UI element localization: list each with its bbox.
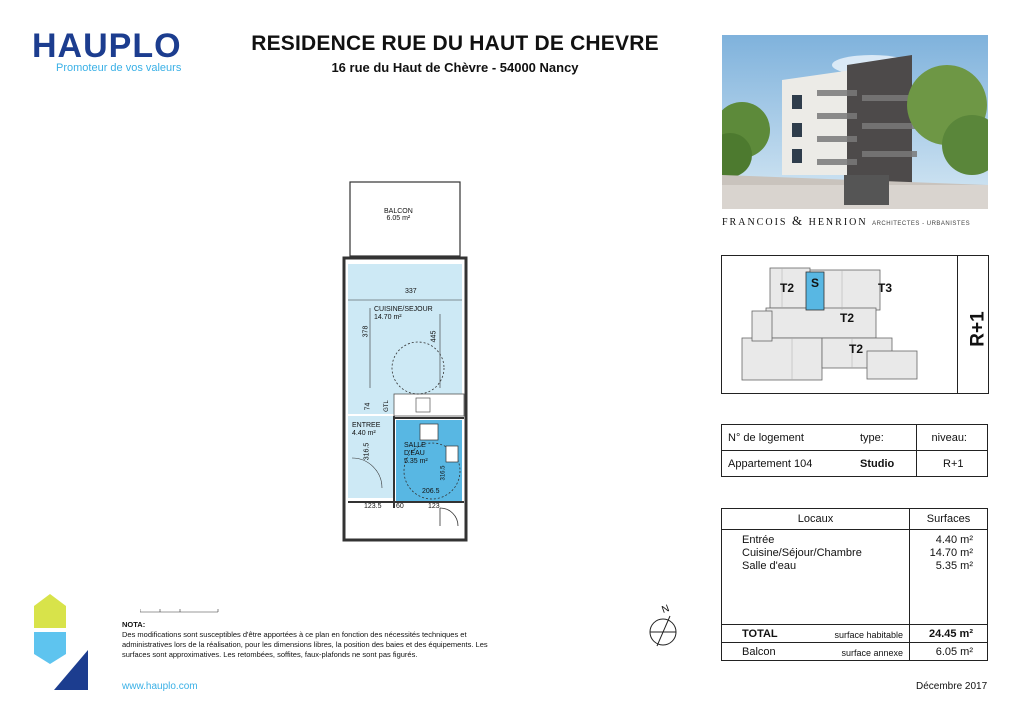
- key-plan: [721, 255, 989, 394]
- logement-table: [721, 424, 988, 477]
- nota-block: [122, 620, 502, 660]
- total-label: TOTAL: [742, 627, 778, 640]
- brand-logo: HAUPLO: [32, 27, 182, 65]
- dim-445: 445: [430, 330, 438, 343]
- surfaces-values: [910, 530, 988, 625]
- total-value: 24.45 m²: [910, 625, 988, 643]
- logement-niveau: R+1: [917, 451, 988, 477]
- balcon-label: Balcon: [742, 645, 776, 658]
- dim-74: 74: [364, 402, 372, 411]
- living-name: CUISINE/SEJOUR: [374, 306, 433, 313]
- architects-credit: [722, 213, 988, 229]
- living-label: [374, 306, 433, 322]
- keyplan-level-box: [957, 256, 988, 393]
- dim-3165: 316.5: [363, 442, 371, 461]
- surfaces-names: [722, 530, 910, 625]
- brand-shapes: [30, 592, 92, 692]
- keyplan-label-t2a: T2: [780, 281, 795, 295]
- surfaces-table: [721, 508, 988, 661]
- floor-plan: [330, 178, 480, 548]
- dim-60: 60: [396, 503, 404, 510]
- dim-3165b: 316.5: [440, 465, 447, 481]
- balcony-area: 6.05 m²: [386, 215, 411, 222]
- bath-area: 5.35 m²: [404, 458, 428, 465]
- page-address: 16 rue du Haut de Chèvre - 54000 Nancy: [331, 60, 579, 75]
- keyplan-label-s: S: [811, 276, 820, 290]
- architect-name-a: FRANCOIS: [722, 217, 788, 228]
- logement-num: Appartement 104: [722, 451, 855, 477]
- scale-bar: [140, 600, 220, 606]
- total-row-label: [722, 625, 910, 643]
- north-arrow: [646, 604, 682, 648]
- surface-name-salle: Salle d'eau: [742, 560, 797, 572]
- living-area: 14.70 m²: [374, 314, 402, 321]
- surface-value-cuisine: 14.70 m²: [929, 547, 973, 559]
- surface-value-salle: 5.35 m²: [935, 560, 973, 572]
- keyplan-label-t2c: T2: [849, 342, 864, 356]
- nota-text: Des modifications sont susceptibles d'être apportées à ce plan en fonction des nécessités techniques et administratives lors de la réalisation, pour les dimensions libres, la position des baies et des équipements. Les surfaces sont approximatives. Les retombées, soffites, faux-plafonds ne sont pas figurés.: [122, 630, 488, 659]
- logement-header-niveau: niveau:: [917, 425, 988, 451]
- dim-1235: 123.5: [364, 503, 382, 510]
- balcon-note: surface annexe: [841, 647, 903, 658]
- dim-width: 337: [405, 288, 417, 295]
- building-photo: [722, 35, 988, 209]
- surfaces-header-locaux: Locaux: [722, 509, 910, 530]
- dim-123: 123: [428, 503, 440, 510]
- nota-title: NOTA:: [122, 620, 146, 629]
- bath-name-2: D'EAU: [404, 450, 425, 457]
- bath-label: [404, 442, 428, 466]
- balcony-label: [384, 208, 413, 222]
- logement-header-num: N° de logement: [722, 425, 855, 451]
- north-label: N: [660, 603, 671, 616]
- surface-name-cuisine: Cuisine/Séjour/Chambre: [742, 547, 862, 559]
- bath-name: SALLE: [404, 442, 426, 449]
- architect-ampersand: &: [791, 213, 805, 228]
- dim-378: 378: [362, 325, 370, 338]
- keyplan-label-t2b: T2: [840, 311, 855, 325]
- surfaces-header-surfaces: Surfaces: [910, 509, 988, 530]
- brand-tagline: Promoteur de vos valeurs: [56, 62, 182, 74]
- gtl-label: GTL: [383, 400, 390, 412]
- architect-subtitle: ARCHITECTES - URBANISTES: [872, 221, 971, 227]
- balcony-name: BALCON: [384, 208, 413, 215]
- document-date: Décembre 2017: [916, 681, 988, 692]
- entry-name: ENTREE: [352, 422, 381, 429]
- keyplan-label-t3: T3: [878, 281, 893, 295]
- logement-type: Studio: [854, 451, 917, 477]
- architect-name-b: HENRION: [808, 217, 868, 228]
- balcon-value: 6.05 m²: [910, 643, 988, 661]
- surface-name-entree: Entrée: [742, 534, 775, 546]
- entry-area: 4.40 m²: [352, 430, 376, 437]
- entry-label: [352, 422, 380, 438]
- surface-value-entree: 4.40 m²: [935, 534, 973, 546]
- logement-header-type: type:: [854, 425, 917, 451]
- page-title: RESIDENCE RUE DU HAUT DE CHEVRE: [251, 32, 659, 55]
- dim-2065: 206.5: [422, 488, 440, 495]
- total-note: surface habitable: [834, 629, 903, 640]
- keyplan-level: R+1: [967, 311, 989, 347]
- balcon-row-label: [722, 643, 910, 661]
- website-link[interactable]: www.hauplo.com: [122, 681, 198, 692]
